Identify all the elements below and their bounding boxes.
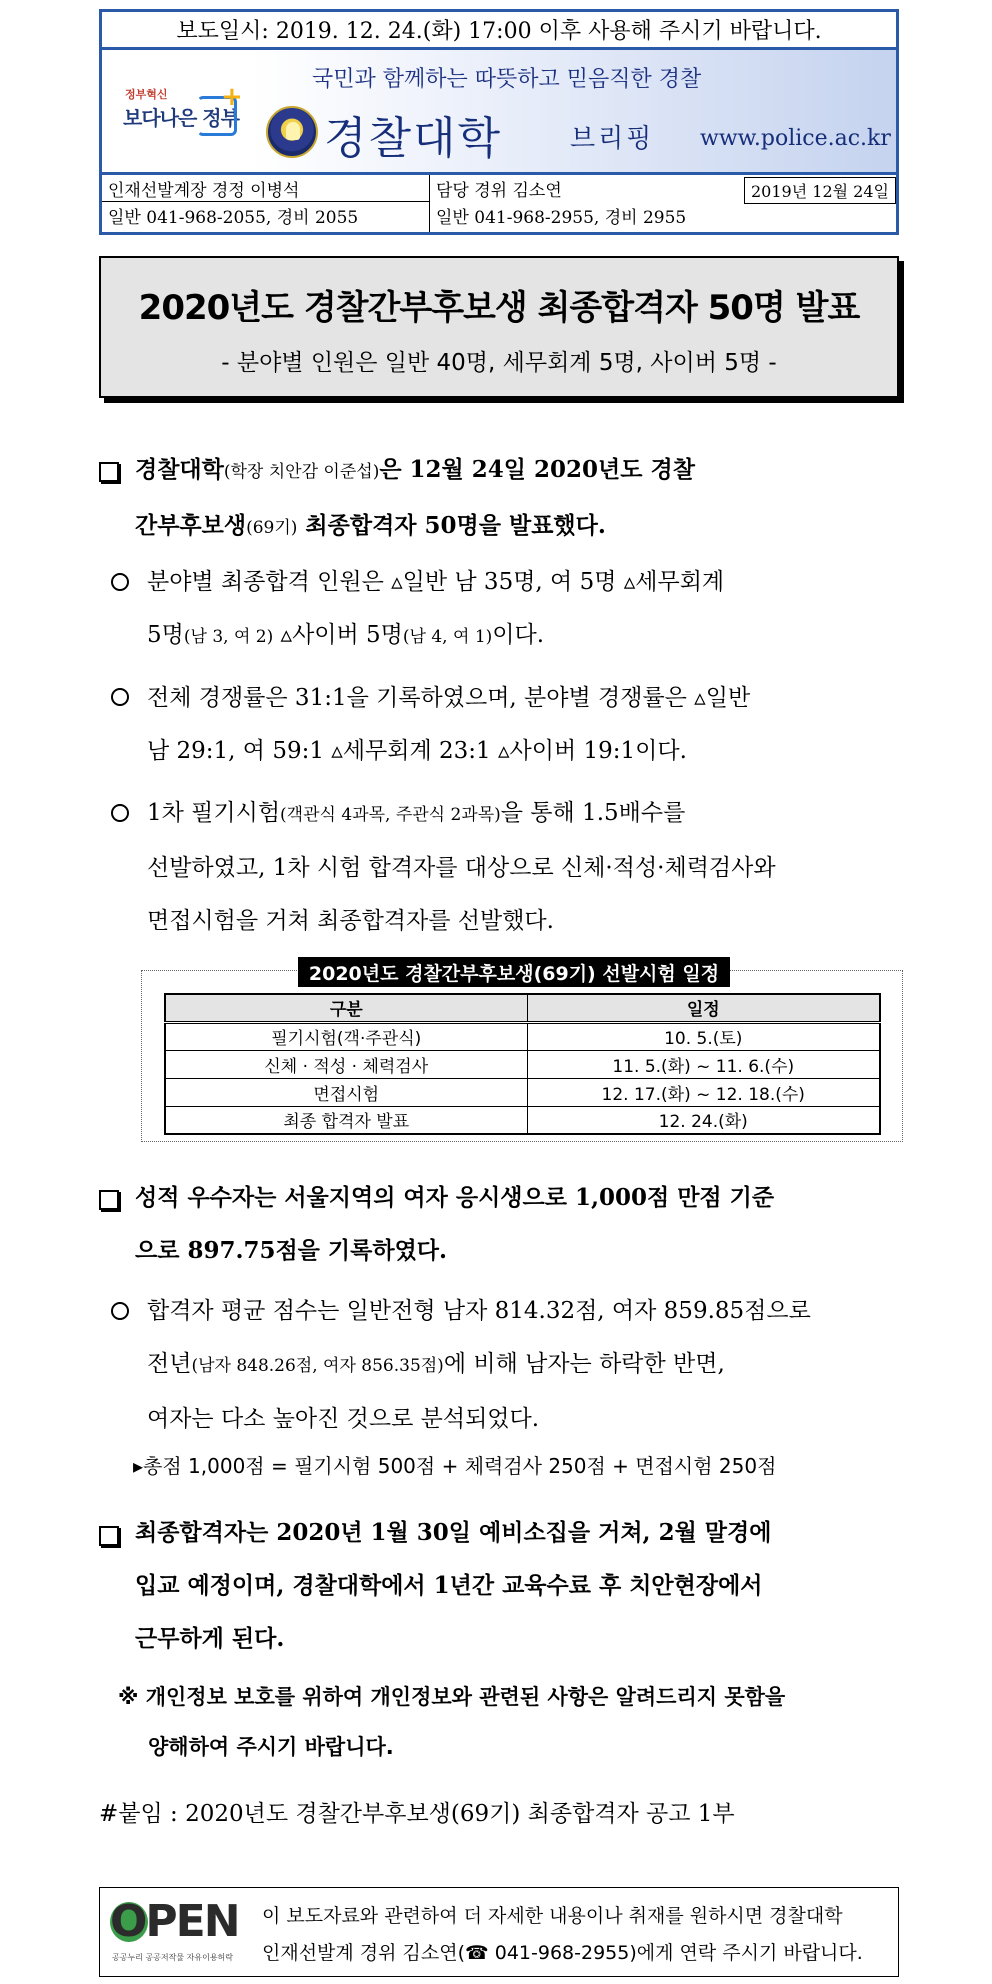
- table-cell: 필기시험(객·주관식): [165, 1022, 527, 1050]
- attachment-line: #붙임 : 2020년도 경찰간부후보생(69기) 최종합격자 공고 1부: [99, 1801, 735, 1827]
- footer-contact-text: [256, 1888, 898, 1976]
- s3-line: 입교 예정이며, 경찰대학에서 1년간 교육수료 후 치안현장에서: [135, 1572, 763, 1599]
- table-cell: 12. 17.(화) ~ 12. 18.(수): [527, 1078, 880, 1106]
- s1-part: 최종합격자 50명을 발표했다.: [297, 512, 606, 539]
- embargo-notice: 보도일시: 2019. 12. 24.(화) 17:00 이후 사용해 주시기 바랍니다.: [99, 9, 899, 47]
- contact-manager-phone: 일반 041-968-2055, 경비 2055: [108, 208, 359, 228]
- privacy-note: [118, 1672, 908, 1772]
- sub-headline: - 분야별 인원은 일반 40명, 세무회계 5명, 사이버 5명 -: [221, 350, 777, 376]
- b3-part: 1차 필기시험: [147, 800, 281, 826]
- table-cell: 12. 24.(화): [527, 1106, 880, 1134]
- table-cell: 신체 · 적성 · 체력검사: [165, 1050, 527, 1078]
- table-header-row: [165, 994, 880, 1022]
- section-bullet-icon: [99, 1190, 119, 1210]
- headline: 2020년도 경찰간부후보생 최종합격자 50명 발표: [138, 288, 860, 328]
- schedule-table: [164, 993, 881, 1135]
- s2-line: 성적 우수자는 서울지역의 여자 응시생으로 1,000점 만점 기준: [135, 1184, 775, 1211]
- contact-officer-phone: 일반 041-968-2955, 경비 2955: [436, 208, 687, 228]
- circle-bullet-icon: [111, 1302, 129, 1320]
- table-cell: 면접시험: [165, 1078, 527, 1106]
- police-emblem-icon: [266, 106, 318, 158]
- s3-line: 최종합격자는 2020년 1월 30일 예비소집을 거쳐, 2월 말경에: [135, 1519, 772, 1546]
- bullet-1-text: [147, 556, 907, 664]
- table-cell: 11. 5.(화) ~ 11. 6.(수): [527, 1050, 880, 1078]
- university-name: 경찰대학: [324, 113, 503, 164]
- release-date: 2019년 12월 24일: [744, 177, 896, 204]
- s1-part: (학장 치안감 이준섭): [223, 462, 380, 482]
- open-logo-text: OPEN: [110, 1896, 239, 1947]
- contact-info: [99, 175, 899, 235]
- column-header: 구분: [165, 994, 527, 1022]
- s1-part: 간부후보생: [135, 512, 247, 539]
- gov-logo-line2: 보다나은 정부: [123, 106, 239, 130]
- b4-part: (남자 848.26점, 여자 856.35점): [191, 1356, 444, 1376]
- b3-line: 면접시험을 거쳐 최종합격자를 선발했다.: [147, 908, 554, 934]
- s1-part: (69기): [246, 518, 298, 538]
- b4-line: 여자는 다소 높아진 것으로 분석되었다.: [147, 1406, 540, 1432]
- s1-part: 경찰대학: [135, 456, 224, 483]
- circle-bullet-icon: [111, 573, 129, 591]
- b3-part: 을 통해 1.5배수를: [500, 800, 686, 826]
- section-2-text: [135, 1171, 905, 1277]
- contact-manager: 인재선발계장 경정 이병석: [102, 175, 429, 202]
- section-bullet-icon: [99, 462, 119, 482]
- b1-part: 이다.: [492, 622, 545, 648]
- press-release-header: [99, 9, 899, 235]
- column-header: 일정: [527, 994, 880, 1022]
- table-cell: 최종 합격자 발표: [165, 1106, 527, 1134]
- privacy-line: 양해하여 주시기 바랍니다.: [148, 1735, 394, 1759]
- table-row: [165, 1078, 880, 1106]
- b2-line: 남 29:1, 여 59:1 ▵세무회계 23:1 ▵사이버 19:1이다.: [147, 738, 687, 764]
- table-row: [165, 1050, 880, 1078]
- b1-line: 분야별 최종합격 인원은 ▵일반 남 35명, 여 5명 ▵세무회계: [147, 569, 725, 595]
- table-row: [165, 1022, 880, 1050]
- b1-part: 5명: [147, 622, 184, 648]
- headline-box: [99, 256, 899, 398]
- gov-innovation-logo: [102, 50, 252, 172]
- s2-line: 으로 897.75점을 기록하였다.: [135, 1237, 448, 1264]
- circle-bullet-icon: [111, 804, 129, 822]
- website-url: www.police.ac.kr: [700, 126, 891, 151]
- b4-line: 합격자 평균 점수는 일반전형 남자 814.32점, 여자 859.85점으로: [147, 1298, 811, 1324]
- banner-main: [252, 50, 896, 172]
- b3-part: (객관식 4과목, 주관식 2과목): [280, 805, 501, 825]
- footer-line: 인재선발계 경위 김소연(☎ 041-968-2955)에게 연락 주시기 바랍니다.: [262, 1942, 863, 1964]
- circle-bullet-icon: [111, 688, 129, 706]
- b1-part: ▵사이버 5명: [273, 622, 403, 648]
- section-3-text: [135, 1506, 905, 1665]
- b2-line: 전체 경쟁률은 31:1을 기록하였으며, 분야별 경쟁률은 ▵일반: [147, 685, 751, 711]
- section-bullet-icon: [99, 1526, 119, 1546]
- footer-line: 이 보도자료와 관련하여 더 자세한 내용이나 취재를 원하시면 경찰대학: [262, 1905, 843, 1927]
- contact-officer: 담당 경위 김소연: [436, 181, 562, 201]
- b3-line: 선발하였고, 1차 시험 합격자를 대상으로 신체·적성·체력검사와: [147, 855, 776, 881]
- b4-part: 에 비해 남자는 하락한 반면,: [443, 1351, 725, 1377]
- bullet-2-text: [147, 672, 907, 778]
- briefing-label: 브리핑: [570, 124, 655, 154]
- footer-box: [99, 1887, 899, 1977]
- gov-logo-plus-icon: +: [221, 82, 243, 112]
- bullet-4-text: [147, 1285, 907, 1446]
- s3-line: 근무하게 된다.: [135, 1625, 285, 1652]
- section-1-text: [135, 443, 905, 555]
- banner: [99, 47, 899, 175]
- open-license-logo: [100, 1888, 256, 1976]
- score-note: ▸총점 1,000점 = 필기시험 500점 + 체력검사 250점 + 면접시험 250점: [133, 1454, 777, 1478]
- schedule-title: 2020년도 경찰간부후보생(69기) 선발시험 일정: [298, 957, 730, 987]
- schedule-table-box: [141, 962, 903, 1142]
- slogan: 국민과 함께하는 따뜻하고 믿음직한 경찰: [312, 67, 702, 92]
- s1-part: 은 12월 24일 2020년도 경찰: [379, 456, 695, 483]
- b4-part: 전년: [147, 1351, 192, 1377]
- table-row: [165, 1106, 880, 1134]
- b1-part: (남 3, 여 2): [183, 627, 274, 647]
- b1-part: (남 4, 여 1): [402, 627, 493, 647]
- gov-logo-line1: 정부혁신: [125, 88, 168, 101]
- privacy-line: ※ 개인정보 보호를 위하여 개인정보와 관련된 사항은 알려드리지 못함을: [118, 1685, 786, 1709]
- bullet-3-text: [147, 787, 907, 948]
- open-logo-subtext: 공공누리 공공저작물 자유이용허락: [112, 1953, 234, 1962]
- table-cell: 10. 5.(토): [527, 1022, 880, 1050]
